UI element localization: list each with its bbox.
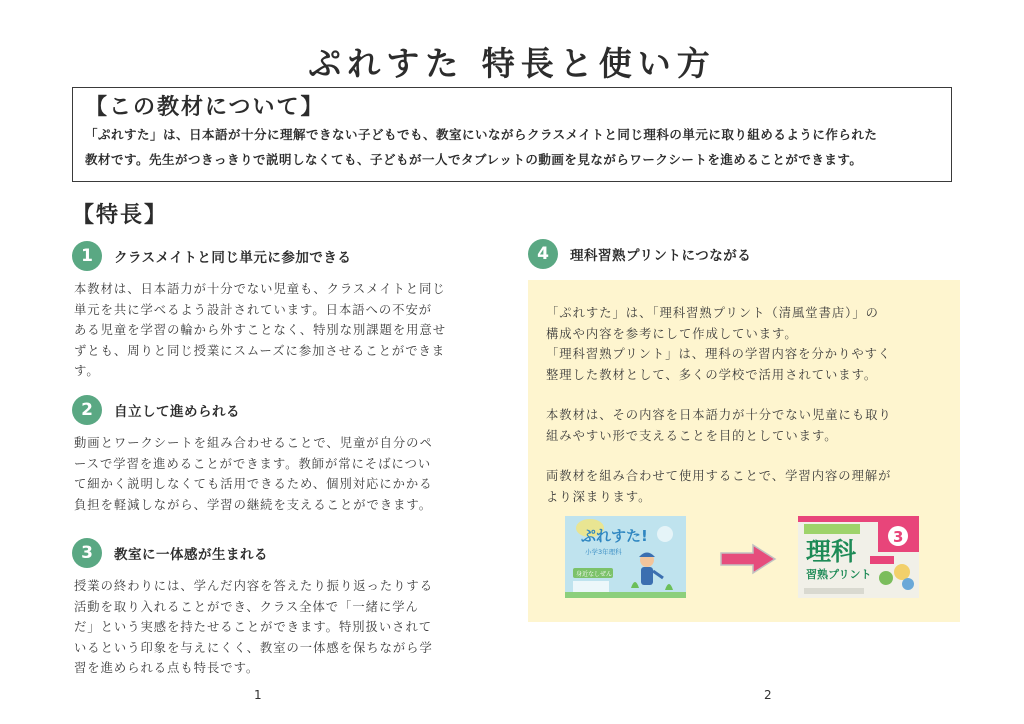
- feature-title: 自立して進められる: [114, 404, 240, 420]
- body-line: ずとも、周りと同じ授業にスムーズに参加させることができま: [74, 343, 446, 358]
- shuujuku-cover-art: [798, 516, 919, 598]
- feature-2-header: [72, 395, 240, 425]
- presta-cover-subtitle: 小学3年理科: [585, 548, 622, 556]
- page-number-right: 2: [764, 688, 772, 702]
- about-line: 「ぷれすた」は、日本語が十分に理解できない子どもでも、教室にいながらクラスメイトと同じ理科の単元に取り組めるように作られた: [85, 127, 878, 142]
- feature-title: 教室に一体感が生まれる: [114, 547, 268, 563]
- feature-number-badge: 3: [72, 538, 102, 568]
- feature-title: 理科習熟プリントにつながる: [570, 248, 752, 264]
- about-box: [72, 87, 952, 182]
- feature-2-body: [74, 433, 514, 515]
- feature-3-header: [72, 538, 268, 568]
- feature-3-body: [74, 576, 514, 679]
- body-line: て細かく説明しなくても活用できるため、個別対応にかかる: [74, 477, 433, 491]
- presta-cover-badge: 身近なしぜん: [576, 571, 613, 578]
- feature-4-panel: [528, 280, 960, 622]
- body-line: 習を進められる点も特長です。: [74, 661, 260, 675]
- body-line: ある児童を学習の輪から外すことなく、特別な別課題を用意せ: [74, 323, 447, 337]
- feature-title: クラスメイトと同じ単元に参加できる: [114, 250, 352, 266]
- body-line: いるという印象を与えにくく、教室の一体感を保ちながら学: [74, 640, 433, 655]
- feature-number-badge: 2: [72, 395, 102, 425]
- presta-cover-art: [565, 516, 686, 598]
- feature-1-header: [72, 241, 351, 271]
- body-line: より深まります。: [546, 489, 652, 504]
- shuujuku-grade: 3: [893, 528, 904, 546]
- arrow-right-icon: [719, 542, 777, 580]
- body-line: ースで学習を進めることができます。教師が常にそばについ: [74, 456, 432, 471]
- features-heading: 【特長】: [72, 203, 169, 228]
- body-line: 「ぷれすた」は、「理科習熟プリント（清風堂書店）」の: [546, 306, 879, 320]
- body-line: 構成や内容を参考にして作成しています。: [546, 326, 798, 341]
- presta-cover-title: ぷれすた!: [581, 527, 648, 545]
- presta-book-cover: [565, 516, 686, 598]
- body-line: 整理した教材として、多くの学校で活用されています。: [546, 367, 878, 382]
- body-line: 組みやすい形で支えることを目的としています。: [546, 428, 838, 443]
- body-line: 授業の終わりには、学んだ内容を答えたり振り返ったりする: [74, 579, 434, 593]
- feature-4-body: [546, 303, 946, 507]
- shuujuku-book-cover: [798, 516, 919, 598]
- page-number-left: 1: [254, 688, 262, 702]
- feature-number-badge: 4: [528, 239, 558, 269]
- body-line: 両教材を組み合わせて使用することで、学習内容の理解が: [546, 469, 892, 483]
- about-line: 教材です。先生がつきっきりで説明しなくても、子どもが一人でタブレットの動画を見ながらワークシートを進めることができます。: [85, 152, 863, 167]
- body-line: 本教材は、日本語力が十分でない児童も、クラスメイトと同じ: [74, 282, 446, 296]
- about-heading: 【この教材について】: [85, 95, 325, 120]
- shuujuku-cover-title: 理科: [806, 537, 857, 566]
- feature-number-badge: 1: [72, 241, 102, 271]
- body-line: 「理科習熟プリント」は、理科の学習内容を分かりやすく: [546, 347, 892, 361]
- body-line: 本教材は、その内容を日本語力が十分でない児童にも取り: [546, 408, 892, 422]
- body-line: 負担を軽減しながら、学習の継続を支えることができます。: [74, 497, 433, 512]
- page-title: ぷれすた 特長と使い方: [308, 44, 716, 83]
- body-line: す。: [74, 364, 100, 378]
- body-line: 活動を取り入れることができ、クラス全体で「一緒に学ん: [74, 599, 419, 614]
- feature-4-header: [528, 239, 751, 269]
- shuujuku-cover-subtitle: 習熟プリント: [806, 568, 872, 581]
- body-line: 単元を共に学べるよう設計されています。日本語への不安が: [74, 302, 433, 317]
- body-line: 動画とワークシートを組み合わせることで、児童が自分のペ: [74, 436, 433, 450]
- body-line: だ」という実感を持たせることができます。特別扱いされて: [74, 620, 433, 634]
- feature-1-body: [74, 279, 514, 382]
